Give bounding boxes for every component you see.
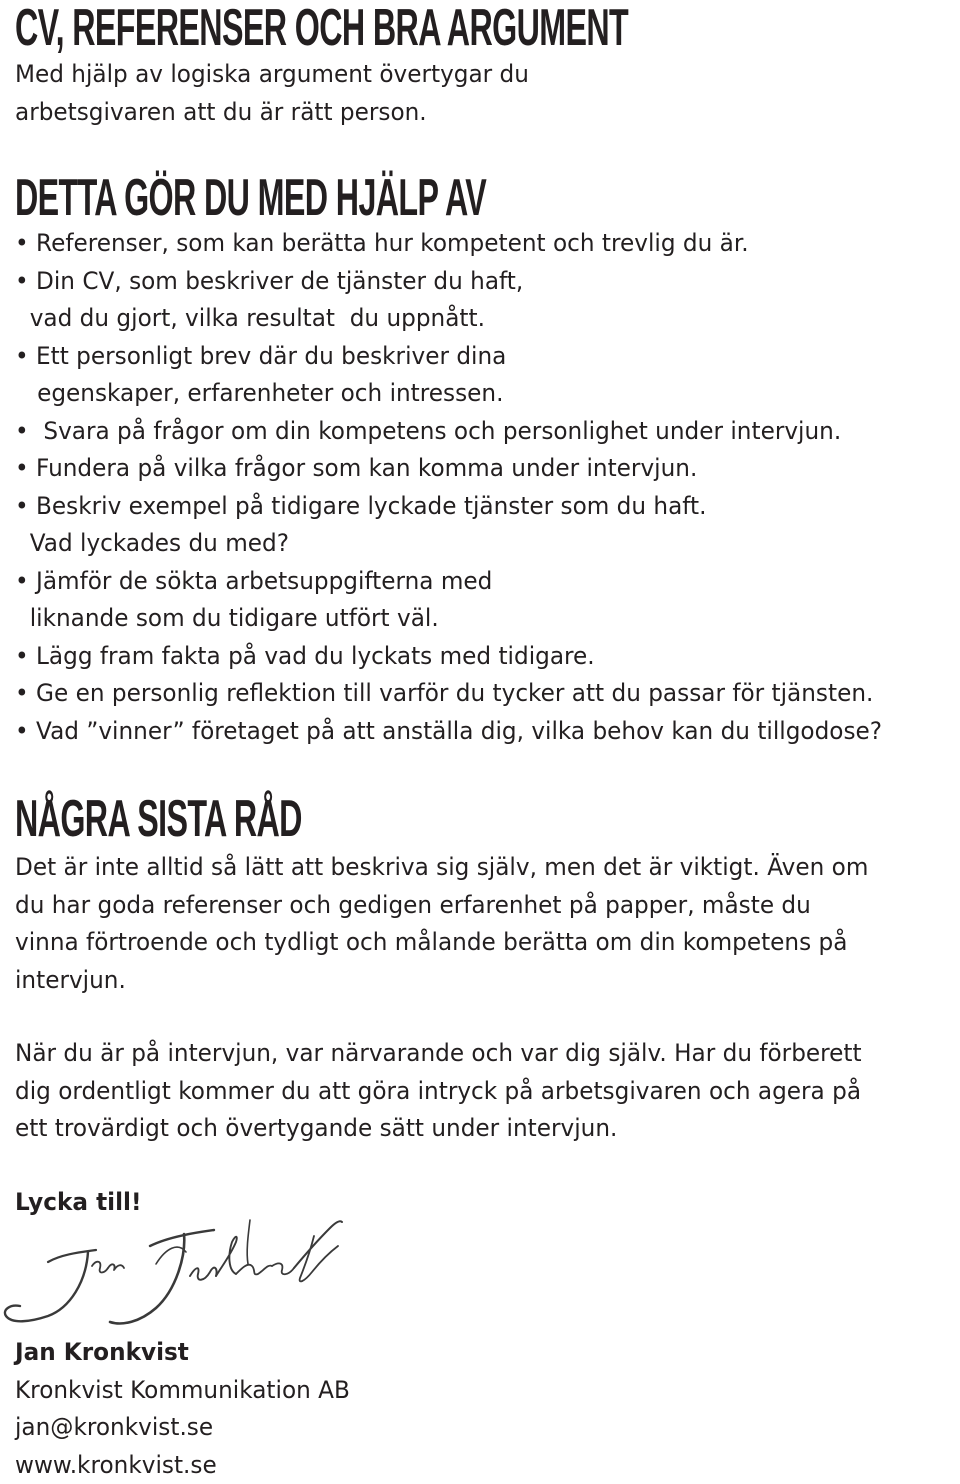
bullet-list — [15, 225, 882, 750]
bullet-line: • Svara på frågor om din kompetens och personlighet under intervjun. — [15, 413, 882, 451]
bullet-line: vad du gjort, vilka resultat du uppnått. — [15, 300, 882, 338]
bullet-line: • Ett personligt brev där du beskriver dina — [15, 338, 882, 376]
bullet-line: • Jämför de sökta arbetsuppgifterna med — [15, 563, 882, 601]
sign-off: Lycka till! — [15, 1184, 142, 1221]
paragraph-line: ett trovärdigt och övertygande sätt under intervjun. — [15, 1110, 862, 1148]
paragraph-line: vinna förtroende och tydligt och målande berätta om din kompetens på — [15, 924, 868, 962]
intro-line: arbetsgivaren att du är rätt person. — [15, 94, 529, 132]
paragraph-line: Det är inte alltid så lätt att beskriva sig själv, men det är viktigt. Även om — [15, 849, 868, 887]
contact-block — [15, 1334, 350, 1484]
heading-advice: NÅGRA SISTA RÅD — [15, 793, 302, 845]
bullet-line: • Lägg fram fakta på vad du lyckats med tidigare. — [15, 638, 882, 676]
bullet-line: liknande som du tidigare utfört väl. — [15, 600, 882, 638]
heading-help: DETTA GÖR DU MED HJÄLP AV — [15, 172, 486, 224]
advice-paragraph-2 — [15, 1035, 862, 1148]
intro-paragraph — [15, 56, 529, 131]
bullet-line: egenskaper, erfarenheter och intressen. — [15, 375, 882, 413]
bullet-line: • Referenser, som kan berätta hur kompetent och trevlig du är. — [15, 225, 882, 263]
bullet-line: • Ge en personlig reflektion till varför du tycker att du passar för tjänsten. — [15, 675, 882, 713]
paragraph-line: du har goda referenser och gedigen erfarenhet på papper, måste du — [15, 887, 868, 925]
bullet-line: Vad lyckades du med? — [15, 525, 882, 563]
contact-name: Jan Kronkvist — [15, 1334, 350, 1372]
handwritten-signature-icon — [0, 1212, 360, 1336]
paragraph-line: intervjun. — [15, 962, 868, 1000]
bullet-line: • Fundera på vilka frågor som kan komma under intervjun. — [15, 450, 882, 488]
contact-website[interactable]: www.kronkvist.se — [15, 1447, 350, 1484]
contact-email[interactable]: jan@kronkvist.se — [15, 1409, 350, 1447]
heading-cv: CV, REFERENSER OCH BRA ARGUMENT — [15, 2, 628, 54]
intro-line: Med hjälp av logiska argument övertygar du — [15, 56, 529, 94]
contact-company: Kronkvist Kommunikation AB — [15, 1372, 350, 1410]
bullet-line: • Vad ”vinner” företaget på att anställa dig, vilka behov kan du tillgodose? — [15, 713, 882, 751]
advice-paragraph-1 — [15, 849, 868, 999]
paragraph-line: När du är på intervjun, var närvarande och var dig själv. Har du förberett — [15, 1035, 862, 1073]
bullet-line: • Beskriv exempel på tidigare lyckade tjänster som du haft. — [15, 488, 882, 526]
bullet-line: • Din CV, som beskriver de tjänster du haft, — [15, 263, 882, 301]
paragraph-line: dig ordentligt kommer du att göra intryck på arbetsgivaren och agera på — [15, 1073, 862, 1111]
